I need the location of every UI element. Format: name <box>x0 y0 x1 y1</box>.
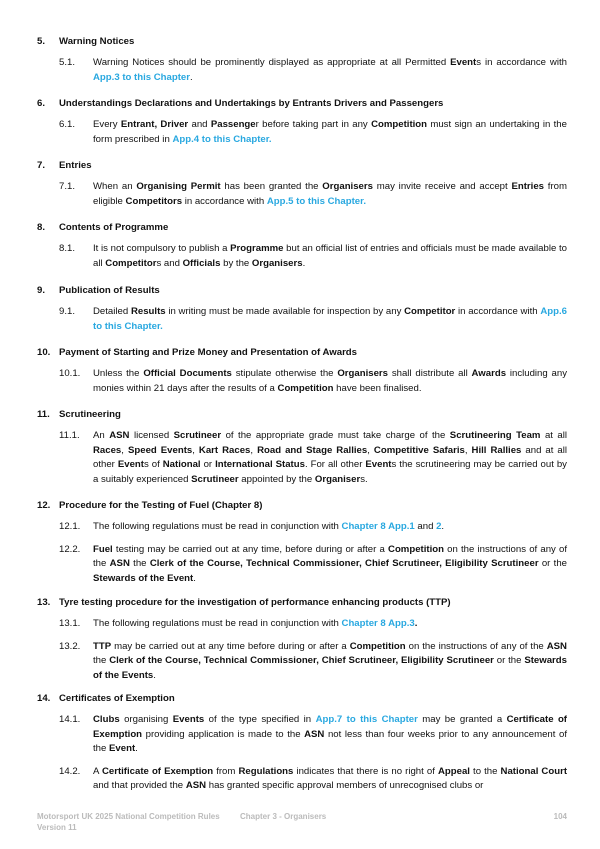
page-number: 104 <box>553 812 567 821</box>
clause-number: 9.1. <box>59 306 76 317</box>
section-heading <box>37 35 567 48</box>
footer-version: Version 11 <box>37 823 77 832</box>
chapter8-app3-link[interactable]: Chapter 8 App.3 <box>341 618 415 629</box>
section-title: Scrutineering <box>59 409 121 420</box>
clause <box>37 520 567 535</box>
section-number: 14. <box>37 693 51 704</box>
section-heading <box>37 284 567 297</box>
footer-doc-title: Motorsport UK 2025 National Competition Rules <box>37 812 220 821</box>
clause-text: When an Organising Permit has been granted the Organisers may invite receive and accept Entries from eligible Competitors in accordance with App.5 to this Chapter. <box>93 181 567 207</box>
section-title: Entries <box>59 160 92 171</box>
section-6 <box>37 97 567 147</box>
section-number: 6. <box>37 98 46 109</box>
clause-text: The following regulations must be read in conjunction with Chapter 8 App.3. <box>93 618 418 629</box>
clause-number: 7.1. <box>59 181 76 192</box>
clause <box>37 367 567 396</box>
clause <box>37 180 567 209</box>
section-11 <box>37 408 567 487</box>
section-heading <box>37 221 567 234</box>
app4-link[interactable]: App.4 to this Chapter. <box>172 133 272 145</box>
section-number: 7. <box>37 160 46 171</box>
clause <box>37 305 567 334</box>
clause-number: 13.1. <box>59 618 81 629</box>
section-heading <box>37 159 567 172</box>
clause-number: 14.2. <box>59 765 81 777</box>
clause-text: It is not compulsory to publish a Programme but an official list of entries and officials must be made available to all Competitors and Officials by the Organisers. <box>93 243 567 269</box>
section-title: Warning Notices <box>59 36 135 47</box>
clause-number: 8.1. <box>59 243 76 254</box>
section-14 <box>37 692 567 794</box>
clause <box>37 640 567 684</box>
section-heading <box>37 499 567 512</box>
clause-number: 6.1. <box>59 119 76 130</box>
section-title: Procedure for the Testing of Fuel (Chapter 8) <box>59 500 263 511</box>
section-heading <box>37 408 567 421</box>
section-number: 12. <box>37 500 51 511</box>
clause-text: Detailed Results in writing must be made available for inspection by any Competitor in accordance with App.6 to this Chapter. <box>93 306 567 332</box>
clause-text: An ASN licensed Scrutineer of the appropriate grade must take charge of the Scrutineering Team at all Races, Speed Events, Kart Races, Road and Stage Rallies, Competitive Safaris, Hill Rallies and at all other Events of National or International Status. For all other Events the scrutineering may be carried out by a suitably experienced Scrutineer appointed by the Organisers. <box>93 430 568 485</box>
clause-number: 14.1. <box>59 714 81 725</box>
clause <box>37 56 567 85</box>
clause <box>37 617 567 632</box>
section-title: Tyre testing procedure for the investigation of performance enhancing products (TTP) <box>59 597 451 608</box>
section-title: Understandings Declarations and Undertakings by Entrants Drivers and Passengers <box>59 98 444 109</box>
section-9 <box>37 284 567 334</box>
clause-text: The following regulations must be read in conjunction with Chapter 8 App.1 and 2. <box>93 521 445 532</box>
clause-text: A Certificate of Exemption from Regulations indicates that there is no right of Appeal to the National Court and that provided the ASN has granted specific approval members of unrecognised clubs or <box>93 765 568 791</box>
section-8 <box>37 221 567 271</box>
section-number: 5. <box>37 36 46 47</box>
section-5 <box>37 35 567 85</box>
clause <box>37 543 567 587</box>
clause-text: Warning Notices should be prominently displayed as appropriate at all Permitted Events in accordance with App.3 to this Chapter. <box>93 57 567 83</box>
clause-number: 11.1. <box>59 430 80 441</box>
clause-number: 13.2. <box>59 640 81 652</box>
chapter8-app1-link[interactable]: Chapter 8 App.1 <box>341 521 415 532</box>
clause <box>37 713 567 757</box>
section-title: Publication of Results <box>59 285 160 296</box>
app6-link[interactable]: App.6 to this Chapter. <box>93 306 567 332</box>
section-heading <box>37 596 567 609</box>
clause-number: 12.1. <box>59 521 81 532</box>
clause-text: TTP may be carried out at any time before during or after a Competition on the instructions of any of the ASN the Clerk of the Course, Technical Commissioner, Chief Scrutineer, Eligibility Scrutineer or the Stewards of the Events. <box>93 640 567 681</box>
section-number: 9. <box>37 285 46 296</box>
section-number: 11. <box>37 409 50 420</box>
section-10 <box>37 346 567 396</box>
clause <box>37 429 567 487</box>
app3-link[interactable]: App.3 to this Chapter <box>93 71 191 83</box>
footer-chapter: Chapter 3 - Organisers <box>240 812 327 821</box>
clause-text: Unless the Official Documents stipulate otherwise the Organisers shall distribute all Awards including any monies within 21 days after the results of a Competition have been finalised. <box>93 368 568 394</box>
section-title: Payment of Starting and Prize Money and Presentation of Awards <box>59 347 357 358</box>
section-heading <box>37 346 567 359</box>
section-heading <box>37 692 567 705</box>
section-number: 13. <box>37 597 51 608</box>
chapter8-app2-link[interactable]: 2 <box>436 521 442 532</box>
section-title: Certificates of Exemption <box>59 693 175 704</box>
clause <box>37 242 567 271</box>
clause-number: 5.1. <box>59 57 76 68</box>
page-footer <box>37 811 567 833</box>
clause-text: Fuel testing may be carried out at any time, before during or after a Competition on the instructions of any of the ASN the Clerk of the Course, Technical Commissioner, Chief Scrutineer, Eligibility Scrutineer or the Stewards of the Event. <box>93 543 568 584</box>
section-title: Contents of Programme <box>59 222 169 233</box>
section-7 <box>37 159 567 209</box>
clause <box>37 765 567 794</box>
clause-text: Every Entrant, Driver and Passenger before taking part in any Competition must sign an undertaking in the form prescribed in App.4 to this Chapter. <box>93 119 567 145</box>
section-12 <box>37 499 567 586</box>
section-13 <box>37 596 567 683</box>
section-heading <box>37 97 567 110</box>
app7-link[interactable]: App.7 to this Chapter <box>315 714 418 725</box>
app5-link[interactable]: App.5 to this Chapter. <box>266 195 366 207</box>
section-number: 8. <box>37 222 46 233</box>
clause <box>37 118 567 147</box>
clause-number: 10.1. <box>59 368 81 379</box>
clause-number: 12.2. <box>59 543 81 555</box>
clause-text: Clubs organising Events of the type specified in App.7 to this Chapter may be granted a Certificate of Exemption providing application is made to the ASN not less than four weeks prior to any announcement of the Event. <box>93 714 568 754</box>
section-number: 10. <box>37 347 51 358</box>
